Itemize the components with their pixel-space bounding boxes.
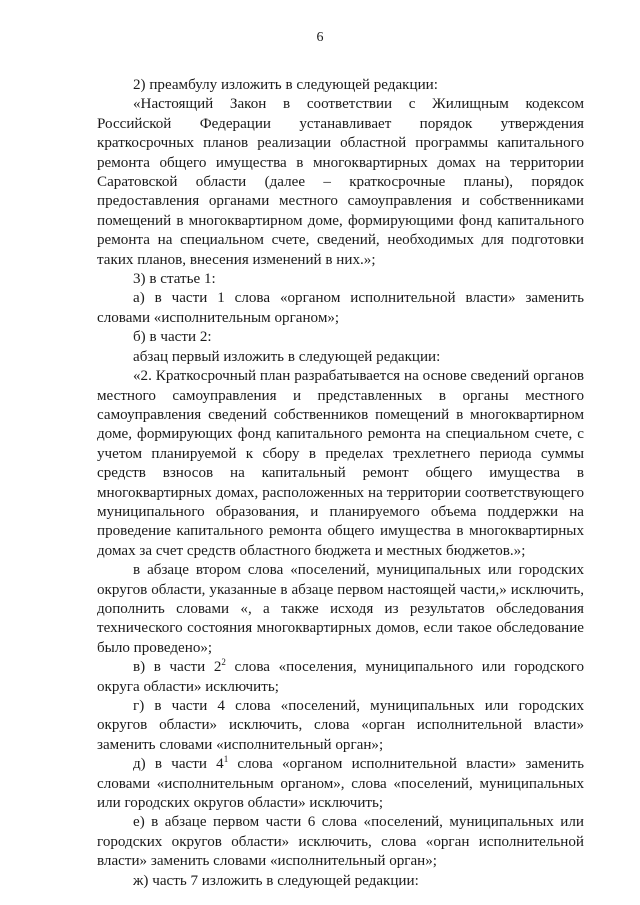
paragraph: 2) преамбулу изложить в следующей редакции: xyxy=(133,77,438,93)
paragraph: «2. Краткосрочный план разрабатывается на основе сведений органов местного самоуправления и представленных в органы местного самоуправления сведений собственников помещений в многоквартирном доме, формирующих фонд капитального ремонта на специальном счете, с учетом планируемой к сбору в пределах трехлетнего периода суммы средств взносов на капитальный ремонт общего имущества в многоквартирных домах, расположенных на территории соответствующего муниципального образования, и планируемого объема поддержки на проведение капитального ремонта общего имущества в многоквартирных домах за счет средств областного бюджета и местных бюджетов.»; xyxy=(97,368,584,559)
document-body xyxy=(97,76,584,891)
paragraph-text: слова «поселения, муниципального или городского округа области» исключить; xyxy=(97,659,584,695)
paragraph: б) в части 2: xyxy=(133,329,212,346)
paragraph-text: в) в части 2 xyxy=(133,659,222,676)
superscript: 2 xyxy=(221,657,226,668)
superscript: 1 xyxy=(223,754,229,765)
paragraph: «Настоящий Закон в соответствии с Жилищным кодексом Российской Федерации устанавливает порядок утверждения краткосрочных планов реализации областной программы капитального ремонта общего имущества в многоквартирных домах на территории Саратовской области (далее – краткосрочные планы), порядок предоставления органами местного самоуправления и собственниками помещений в многоквартирном доме, формирующими фонд капитального ремонта на специальном счете, сведений, необходимых для подготовки таких планов, внесения изменений в них.»; xyxy=(97,96,584,268)
paragraph-text: д) в части 4 xyxy=(133,756,224,773)
paragraph: ж) часть 7 изложить в следующей редакции: xyxy=(133,872,419,889)
paragraph: в абзаце втором слова «поселений, муниципальных или городских округов области, указанные в абзаце первом настоящей части,» исключить, дополнить словами «, а также исходя из результатов обследования технического состояния многоквартирных домов, если такое обследование было проведено»; xyxy=(97,562,584,656)
paragraph xyxy=(97,658,584,697)
paragraph: 3) в статье 1: xyxy=(133,271,216,288)
paragraph-text: слова «органом исполнительной власти» заменить словами «исполнительным органом», слова «поселений, муниципальных или городских округов области» исключить; xyxy=(97,756,584,812)
paragraph: г) в части 4 слова «поселений, муниципальных или городских округов области» исключить, слова «орган исполнительной власти» заменить словами «исполнительный орган»; xyxy=(97,698,584,753)
page-number: 6 xyxy=(316,30,324,45)
paragraph: а) в части 1 слова «органом исполнительной власти» заменить словами «исполнительным органом»; xyxy=(97,290,584,326)
paragraph: абзац первый изложить в следующей редакции: xyxy=(133,348,441,365)
paragraph: е) в абзаце первом части 6 слова «поселений, муниципальных или городских округов области» исключить, слова «орган исполнительной власти» заменить словами «исполнительный орган»; xyxy=(97,814,584,870)
paragraph xyxy=(97,755,584,813)
